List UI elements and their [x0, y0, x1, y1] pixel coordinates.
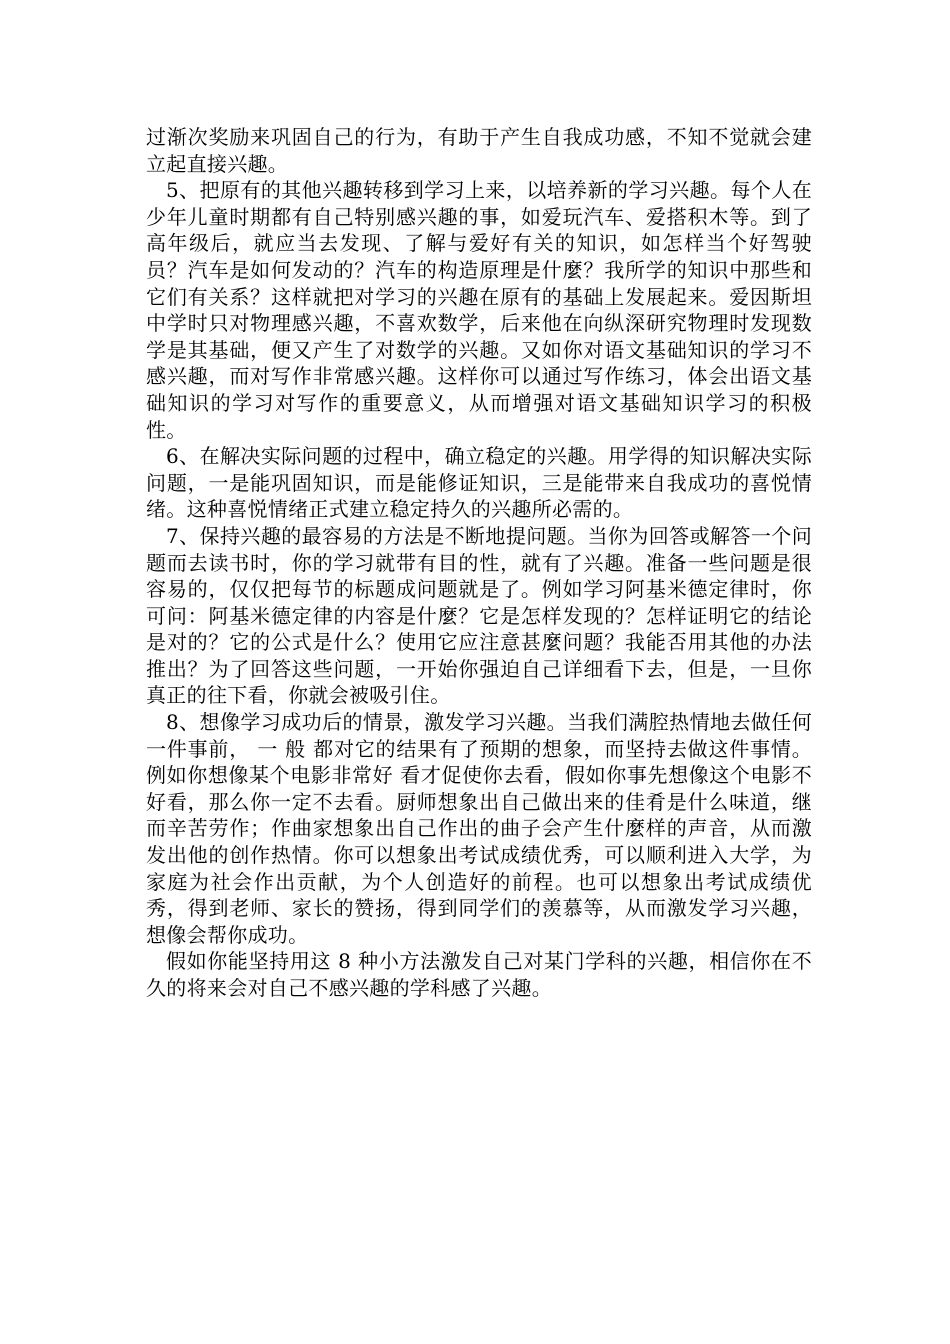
- paragraph-item-7: 7、保持兴趣的最容易的方法是不断地提问题。当你为回答或解答一个问题而去读书时，你的学习就带有目的性，就有了兴趣。准备一些问题是很容易的，仅仅把每节的标题成问题就是了。例如学习阿基米德定律时，你可问：阿基米德定律的内容是什麼？它是怎样发现的？怎样证明它的结论是对的？它的公式是什么？使用它应注意甚麼问题？我能否用其他的办法推出？为了回答这些问题，一开始你强迫自己详细看下去，但是，一旦你真正的往下看，你就会被吸引住。: [146, 523, 812, 708]
- document-body: [146, 124, 812, 1002]
- paragraph-continuation: 过渐次奖励来巩固自己的行为，有助于产生自我成功感，不知不觉就会建立起直接兴趣。: [146, 125, 812, 176]
- paragraph-item-6: 6、在解决实际问题的过程中，确立稳定的兴趣。用学得的知识解决实际问题，一是能巩固知识，而是能修证知识，三是能带来自我成功的喜悦情绪。这种喜悦情绪正式建立稳定持久的兴趣所必需的。: [146, 444, 812, 522]
- paragraph-conclusion: 假如你能坚持用这 8 种小方法激发自己对某门学科的兴趣，相信你在不久的将来会对自己不感兴趣的学科感了兴趣。: [146, 949, 812, 1000]
- paragraph-item-8: 8、想像学习成功后的情景，激发学习兴趣。当我们满腔热情地去做任何一件事前， 一 般 都对它的结果有了预期的想象，而坚持去做这件事情。例如你想像某个电影非常好 看才促使你去看，假如你事先想像这个电影不好看，那么你一定不去看。厨师想象出自己做出来的佳肴是什么味道，继而辛苦劳作；作曲家想象出自己作出的曲子会产生什麼样的声音，从而激发出他的创作热情。你可以想象出考试成绩优秀，可以顺利进入大学，为家庭为社会作出贡献，为个人创造好的前程。也可以想象出考试成绩优秀，得到老师、家长的赞扬，得到同学们的羡慕等，从而激发学习兴趣，想像会帮你成功。: [146, 710, 812, 947]
- paragraph-item-5: 5、把原有的其他兴趣转移到学习上来，以培养新的学习兴趣。每个人在少年儿童时期都有自己特别感兴趣的事，如爱玩汽车、爱搭积木等。到了高年级后，就应当去发现、了解与爱好有关的知识，如怎样当个好驾驶员？汽车是如何发动的？汽车的构造原理是什麼？我所学的知识中那些和它们有关系？这样就把对学习的兴趣在原有的基础上发展起来。爱因斯坦中学时只对物理感兴趣，不喜欢数学，后来他在向纵深研究物理时发现数学是其基础，便又产生了对数学的兴趣。又如你对语文基础知识的学习不感兴趣，而对写作非常感兴趣。这样你可以通过写作练习，体会出语文基础知识的学习对写作的重要意义，从而增强对语文基础知识学习的积极性。: [146, 178, 812, 442]
